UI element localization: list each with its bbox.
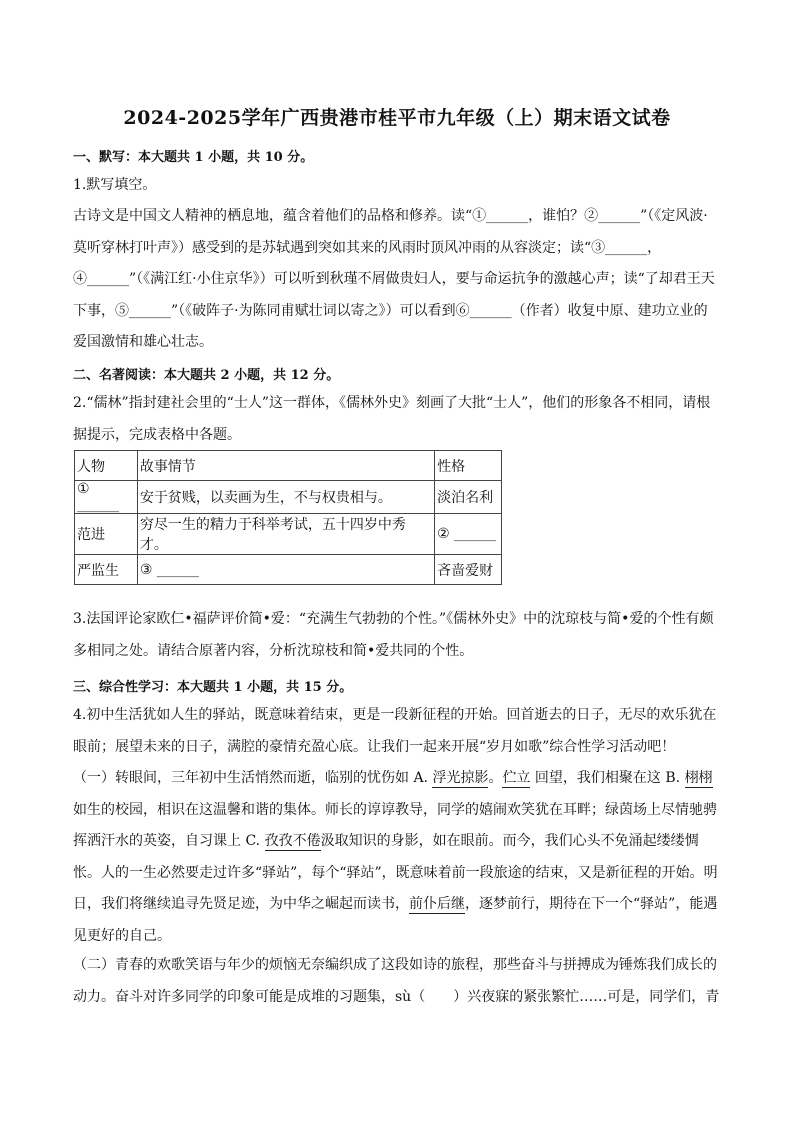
table-row [75, 555, 502, 585]
table-cell: 安于贫贱，以卖画为生，不与权贵相与。 [137, 481, 434, 514]
underlined-phrase-zhuli: 伫立 [502, 770, 531, 786]
text-run: 回望，我们相聚在这 B. [530, 770, 685, 786]
section-heading-2: 二、名著阅读：本大题共 2 小题，共 12 分。 [73, 368, 340, 383]
section-heading-3: 三、综合性学习：本大题共 1 小题，共 15 分。 [73, 680, 353, 695]
table-cell: 范进 [75, 514, 138, 555]
text-run: 如生的校园，相识在这温馨和谐的集体。师长的谆谆教导，同学的嬉闹欢笑犹在耳畔；绿茵场上尽情驰骋挥洒汗水的英姿，自习课上 C. [73, 801, 717, 849]
table-cell: 淡泊名利 [435, 481, 502, 514]
underlined-phrase-c: 孜孜不倦 [264, 833, 321, 849]
question-1-stem: 1.默写填空。 [73, 177, 157, 193]
table-cell: 严监生 [75, 555, 138, 585]
table-header-row [75, 451, 502, 481]
underlined-phrase-d: 前仆后继 [409, 896, 465, 912]
table-cell: ③ ______ [137, 555, 434, 585]
table-cell: ① ______ [75, 481, 138, 514]
text-run: （一）转眼间，三年初中生活悄然而逝，临别的忧伤如 A. [73, 770, 433, 786]
text-run: ，逐梦前行，期待在下一个“驿站”，能遇见更好的自己。 [73, 896, 718, 944]
characters-table [74, 450, 502, 585]
question-3-stem: 3.法国评论家欧仁•福萨评价简•爱：“充满生气勃勃的个性。”《儒林外史》中的沈琼枝与简•爱的个性有颇多相同之处。请结合原著内容，分析沈琼枝和简•爱共同的个性。 [73, 611, 714, 659]
question-4-paragraph-2: （二）青春的欢歌笑语与年少的烦恼无奈编织成了这段如诗的旅程，那些奋斗与拼搏成为锤炼我们成长的动力。奋斗对许多同学的印象可能是成堆的习题集，sù（ ）兴夜寐的紧张繁忙……可是，同学们，青 [73, 957, 720, 1005]
table-cell: ② ______ [435, 514, 502, 555]
header-plot: 故事情节 [137, 451, 434, 481]
table-row [75, 514, 502, 555]
page-title: 2024-2025学年广西贵港市桂平市九年级（上）期末语文试卷 [123, 107, 671, 129]
table-row [75, 481, 502, 514]
question-4-intro: 4.初中生活犹如人生的驿站，既意味着结束，更是一段新征程的开始。回首逝去的日子，无尽的欢乐犹在眼前；展望未来的日子，满腔的豪情充盈心底。让我们一起来开展“岁月如歌”综合性学习活动吧！ [73, 707, 717, 755]
table-cell: 穷尽一生的精力于科举考试，五十四岁中秀才。 [137, 514, 434, 555]
question-2-stem: 2.“儒林”指封建社会里的“士人”这一群体，《儒林外史》刻画了大批“士人”，他们的形象各不相同，请根据提示，完成表格中各题。 [73, 395, 711, 443]
header-character: 人物 [75, 451, 138, 481]
question-4-paragraph-1 [73, 763, 721, 952]
text-run: 汲取知识的身影，如在眼前。而今，我们心头不免涌起缕缕惆怅。人的一生必然要走过许多“驿站”，每个“驿站”，既意味着前一段旅途的结束，又是新征程的开始。明日，我们将继续追寻先贤足迹，为中华之崛起而读书， [73, 833, 718, 912]
header-personality: 性格 [435, 451, 502, 481]
underlined-phrase-a: 浮光掠影 [432, 770, 489, 786]
underlined-phrase-b: 栩栩 [684, 770, 713, 786]
section-heading-1: 一、默写：本大题共 1 小题，共 10 分。 [73, 150, 314, 165]
text-run: 。 [488, 770, 503, 786]
question-1-body: 古诗文是中国文人精神的栖息地，蕴含着他们的品格和修养。读“①______，谁怕？②______”（《定风波·莫听穿林打叶声》）感受到的是苏轼遇到突如其来的风雨时顶风冲雨的从容淡定；读“③______，④______”（《满江红·小住京华》）可以听到秋瑾不屑做贵妇人，要与命运抗争的激越心声；读“了却君王天下事，⑤______”（《破阵子·为陈同甫赋壮词以寄之》）可以看到⑥______（作者）收复中原、建功立业的爱国激情和雄心壮志。 [73, 208, 715, 350]
table-cell: 吝啬爱财 [435, 555, 502, 585]
